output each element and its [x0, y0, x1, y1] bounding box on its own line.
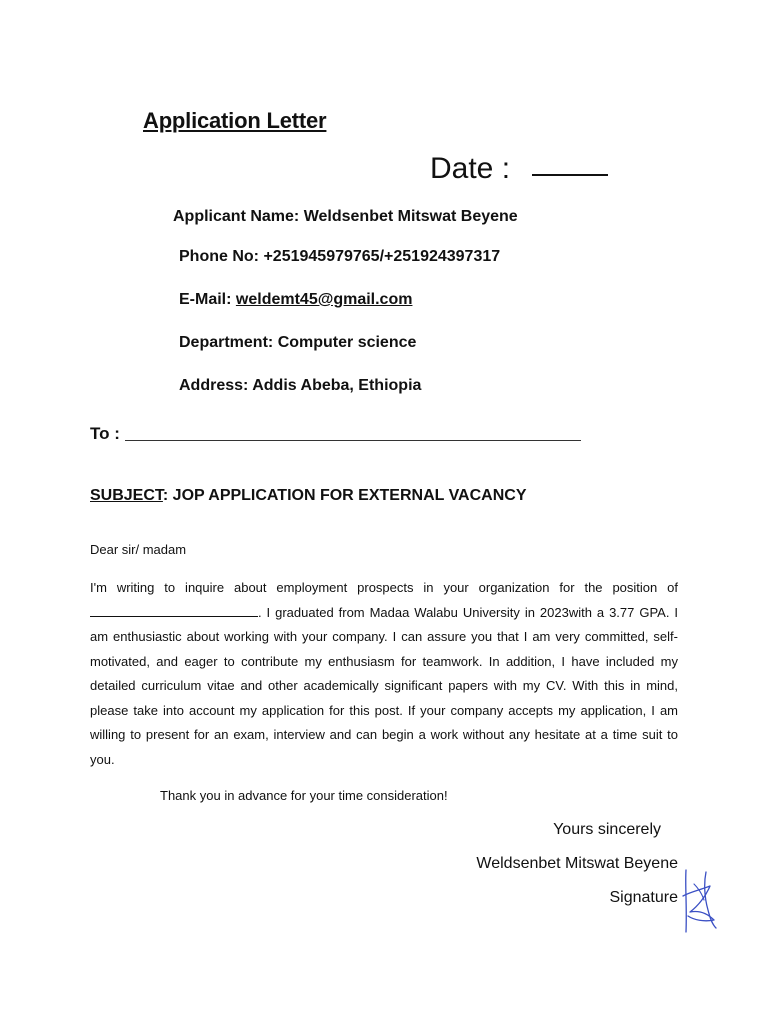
signature-label: Signature: [609, 889, 678, 906]
letter-title: Application Letter: [143, 108, 327, 133]
subject-word: SUBJECT: [90, 487, 163, 504]
date-row: [430, 152, 608, 186]
body-text-part1: I'm writing to inquire about employment prospects in your organization for the position of: [90, 580, 678, 595]
closing-line: Yours sincerely: [553, 821, 661, 838]
email-line: [179, 291, 412, 309]
phone-line: [179, 248, 500, 266]
to-label: To :: [90, 424, 120, 443]
letter-body: [90, 576, 678, 772]
date-label: Date :: [430, 152, 511, 185]
applicant-name-line: [173, 208, 518, 226]
email-label: E-Mail:: [179, 291, 232, 308]
applicant-name-value: Weldsenbet Mitswat Beyene: [303, 208, 518, 225]
to-blank-line: [125, 440, 581, 441]
to-row: [90, 424, 581, 444]
subject-line: [90, 487, 527, 505]
department-value: Computer science: [277, 334, 417, 351]
phone-value: +251945979765/+251924397317: [263, 248, 501, 265]
subject-text: : JOP APPLICATION FOR EXTERNAL VACANCY: [162, 487, 527, 504]
address-label: Address:: [179, 377, 249, 394]
date-blank-line: [532, 174, 608, 176]
email-link[interactable]: weldemt45@gmail.com: [235, 291, 413, 308]
signer-name: Weldsenbet Mitswat Beyene: [476, 855, 678, 872]
handwritten-signature-icon: [680, 866, 720, 936]
department-line: [179, 334, 416, 352]
position-blank-line: [90, 602, 258, 617]
salutation: Dear sir/ madam: [90, 542, 187, 557]
address-line: [179, 377, 421, 395]
department-label: Department:: [179, 334, 274, 351]
address-value: Addis Abeba, Ethiopia: [252, 377, 422, 394]
applicant-name-label: Applicant Name:: [173, 208, 300, 225]
body-text-part2: . I graduated from Madaa Walabu University in 2023with a 3.77 GPA. I am enthusiastic about working with your company. I can assure you that I am very committed, self-motivated, and eager to contribute my enthusiasm for teamwork. In addition, I have included my detailed curriculum vitae and other academically significant papers with my CV. With this in mind, please take into account my application for this post. If your company accepts my application, I am willing to present for an exam, interview and can begin a work without any hesitate at a time suit to you.: [90, 604, 678, 767]
phone-label: Phone No:: [179, 248, 259, 265]
thanks-line: Thank you in advance for your time consideration!: [160, 788, 448, 803]
